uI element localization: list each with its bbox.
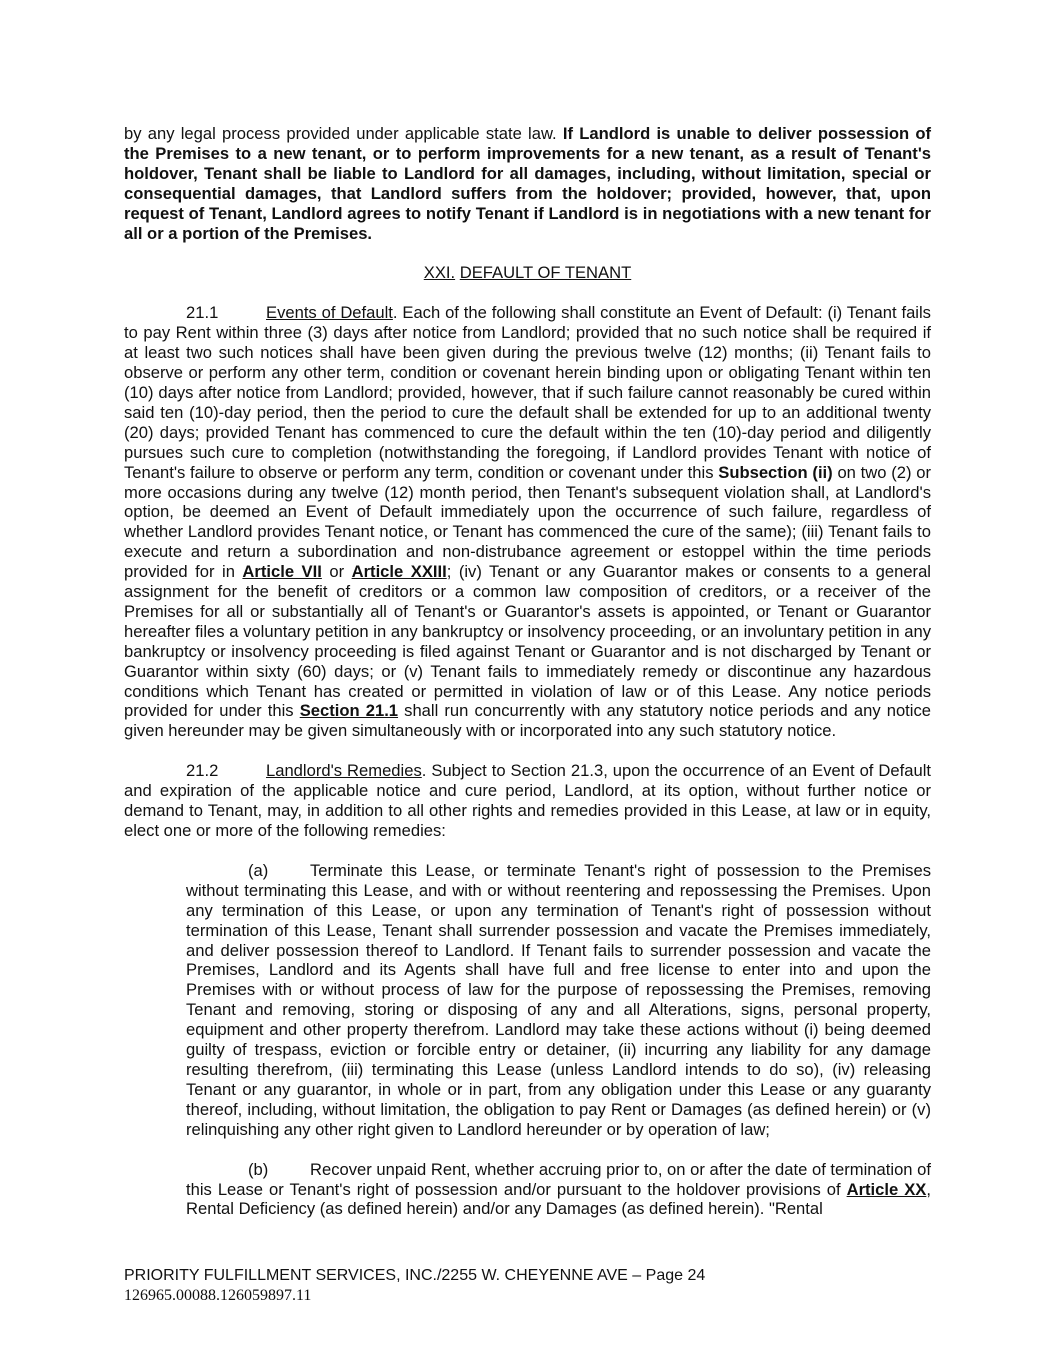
subsection-a xyxy=(186,861,931,1140)
subsection-label: (a) xyxy=(248,860,269,880)
subsection-text: Terminate this Lease, or terminate Tenant's right of possession to the Premises without terminating this Lease, and with or without reentering and repossessing the Premises. Upon any termination of this Lease, or upon any termination of Tenant's right of possession without termination of this Lease, Tenant shall surrender possession and vacate the Premises immediately, and deliver possession thereof to Landlord. If Tenant fails to surrender possession and vacate the Premises, Landlord and its Agents shall have full and free license to enter into and upon the Premises with or without process of law for the purpose of repossessing the Premises, removing Tenant and removing, storing or disposing of any and all Alterations, signs, personal property, equipment and other property therefrom. Landlord may take these actions without (i) being deemed guilty of trespass, eviction or forcible entry or detainer, (ii) incurring any liability for any damage resulting therefrom, (iii) terminating this Lease (unless Landlord intends to do so), (iv) releasing Tenant or any guarantor, in whole or in part, from any obligation under this Lease or any guaranty thereof, including, without limitation, the obligation to pay Rent or Damages (as defined herein) or (v) relinquishing any other right given to Landlord hereunder or by operation of law; xyxy=(186,860,931,1139)
section-21-1 xyxy=(124,303,931,741)
article-xx-link[interactable]: Article XX xyxy=(846,1179,927,1199)
section-title: Landlord's Remedies xyxy=(266,761,422,781)
section-21-2 xyxy=(124,761,931,841)
section-number: 21.1 xyxy=(186,303,219,323)
section-title: Events of Default xyxy=(266,303,393,323)
footer-doc-id: 126965.00088.126059897.11 xyxy=(124,1287,312,1304)
section-text: shall run concurrently with any statutory notice periods and any notice given hereunder may be given simultaneously with or incorporated into any such statutory notice. xyxy=(124,701,932,741)
section-text: . Subject to Section 21.3, upon the occurrence of an Event of Default and expiration of the applicable notice and cure period, Landlord, at its option, without further notice or demand to Tenant, may, in addition to all other rights and remedies provided in this Lease, at law or in equity, elect one or more of the following remedies: xyxy=(124,761,931,840)
article-title: DEFAULT OF TENANT xyxy=(459,263,632,283)
subsection-b xyxy=(186,1160,931,1220)
section-text: on two (2) or more occasions during any twelve (12) month period, then Tenant's subsequent violation shall, at Landlord's option, be deemed an Event of Default immediately upon the occurrence of such failure, regardless of whether Landlord provides Tenant notice, or Tenant has commenced the cure of the same); (iii) Tenant fails to execute and return a subordination and non-distrubance agreement or estoppel within the time periods provided for in xyxy=(124,462,931,582)
subsection-ref: Subsection (ii) xyxy=(718,462,833,482)
intro-bold-text: If Landlord is unable to deliver possession of the Premises to a new tenant, or to perform improvements for a new tenant, as a result of Tenant's holdover, Tenant shall be liable to Landlord for all damages, including, without limitation, special or consequential damages, that Landlord suffers from the holdover; provided, however, that, upon request of Tenant, Landlord agrees to notify Tenant if Landlord is in negotiations with a new tenant for all or a portion of the Premises. xyxy=(124,124,932,243)
section-text: . Each of the following shall constitute an Event of Default: (i) Tenant fails to pay Rent within three (3) days after notice from Landlord; provided that no such notice shall be required if at least two such notices shall have been given during the previous twelve (12) months; (ii) Tenant fails to observe or perform any other term, condition or covenant herein binding upon or obligating Tenant within ten (10) days after notice from Landlord; provided, however, that if such failure cannot reasonably be cured within said ten (10)-day period, then the period to cure the default shall be extended for up to an additional twenty (20) days; provided Tenant has commenced to cure the default within the ten (10)-day period and diligently pursues such cure to completion (notwithstanding the foregoing, if Landlord provides Tenant with notice of Tenant's failure to observe or perform any term, condition or covenant under this xyxy=(124,303,931,482)
subsection-text: , Rental Deficiency (as defined herein) and/or any Damages (as defined herein). "Rental xyxy=(186,1179,931,1219)
document-page xyxy=(124,124,931,1219)
holdover-paragraph xyxy=(124,124,931,243)
page-footer xyxy=(124,1266,931,1306)
section-text: ; (iv) Tenant or any Guarantor makes or consents to a general assignment for the benefit of creditors or a common law composition of creditors, or a receiver of the Premises for all or substantially all of Tenant's or Guarantor's assets is appointed, or Tenant or Guarantor hereafter files a voluntary petition in any bankruptcy or insolvency proceeding, or an involuntary petition in any bankruptcy or insolvency proceeding is filed against Tenant or Guarantor and is not discharged by Tenant or Guarantor within sixty (60) days; or (v) Tenant fails to immediately remedy or discontinue any hazardous conditions which Tenant has created or permitted in violation of law or of this Lease. Any notice periods provided for under this xyxy=(124,562,931,721)
article-xxiii-link[interactable]: Article XXIII xyxy=(351,562,447,582)
article-heading xyxy=(124,263,931,283)
subsection-text: Recover unpaid Rent, whether accruing prior to, on or after the date of termination of this Lease or Tenant's right of possession and/or pursuant to the holdover provisions of xyxy=(186,1159,931,1199)
article-vii-link[interactable]: Article VII xyxy=(242,562,322,582)
section-text: or xyxy=(321,562,352,582)
intro-text: by any legal process provided under applicable state law. xyxy=(124,124,563,143)
section-number: 21.2 xyxy=(186,761,219,781)
section-21-1-link[interactable]: Section 21.1 xyxy=(299,701,399,721)
article-number: XXI. xyxy=(423,263,456,283)
subsection-label: (b) xyxy=(248,1159,269,1179)
footer-title: PRIORITY FULFILLMENT SERVICES, INC./2255 W. CHEYENNE AVE – Page 24 xyxy=(124,1267,706,1284)
